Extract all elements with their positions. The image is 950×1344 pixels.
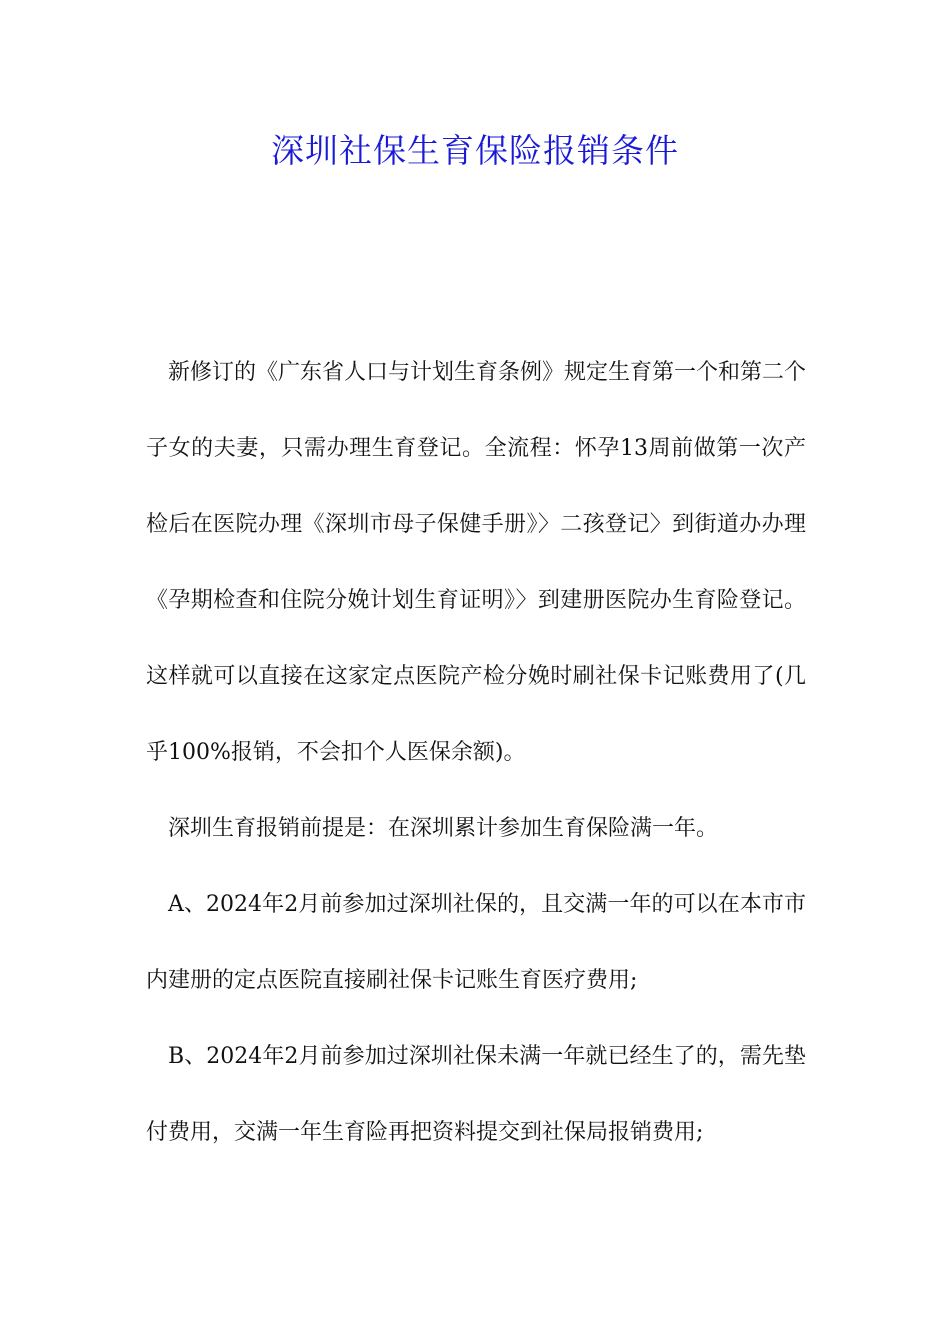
document-title: 深圳社保生育保险报销条件 xyxy=(271,131,679,170)
paragraph-precondition: 深圳生育报销前提是：在深圳累计参加生育保险满一年。 xyxy=(168,816,719,841)
paragraph-regulation: 新修订的《广东省人口与计划生育条例》规定生育第一个和第二个子女的夫妻，只需办理生育登记。全流程：怀孕13周前做第一次产检后在医院办理《深圳市母子保健手册》〉二孩登记〉到街道办办理《孕期检查和住院分娩计划生育证明》〉到建册医院办生育险登记。这样就可以直接在这家定点医院产检分娩时刷社保卡记账费用了(几乎100%报销，不会扣个人医保余额)。 xyxy=(146,360,807,765)
document-body xyxy=(146,335,806,1171)
paragraph-case-b: B、2024年2月前参加过深圳社保未满一年就已经生了的，需先垫付费用，交满一年生育险再把资料提交到社保局报销费用; xyxy=(146,1044,806,1145)
paragraph-case-a: A、2024年2月前参加过深圳社保的，且交满一年的可以在本市市内建册的定点医院直接刷社保卡记账生育医疗费用; xyxy=(146,892,806,993)
